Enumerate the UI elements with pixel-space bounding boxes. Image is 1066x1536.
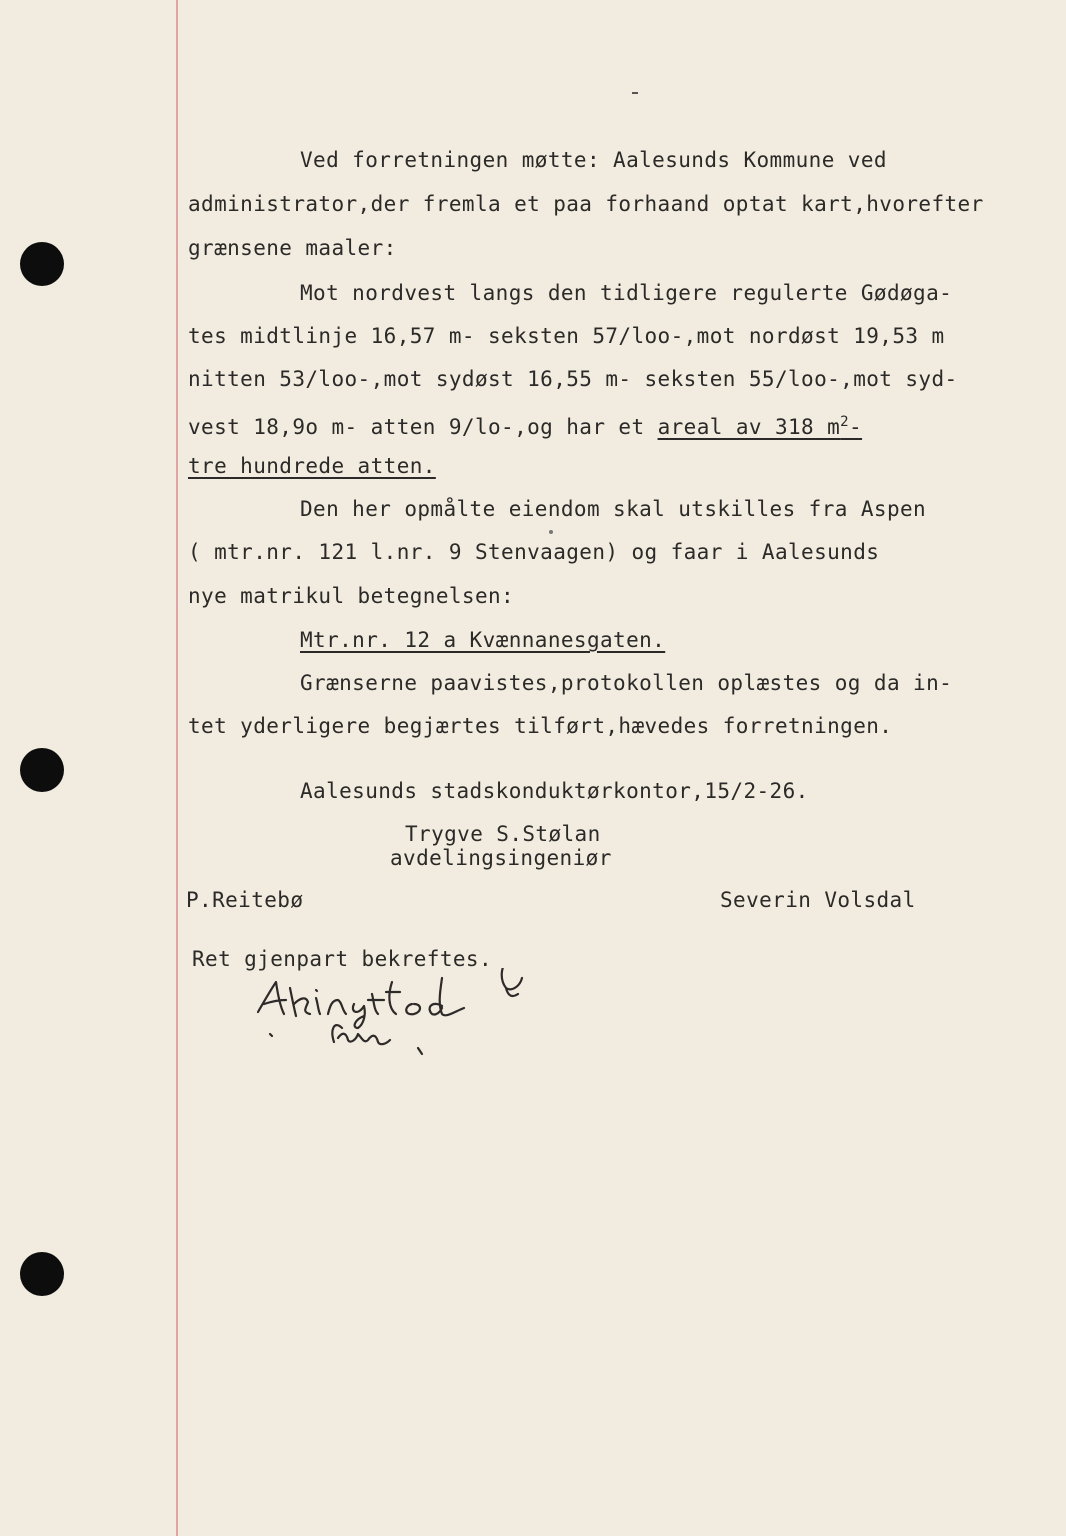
text-line: ( mtr.nr. 121 l.nr. 9 Stenvaagen) og faar i Aalesunds <box>188 540 880 564</box>
text-line: nitten 53/loo-,mot sydøst 16,55 m- seksten 55/loo-,mot syd- <box>188 367 958 391</box>
text-line: tet yderligere begjærtes tilført,hævedes forretningen. <box>188 714 893 738</box>
handwritten-signature <box>250 968 550 1058</box>
punch-hole-top <box>20 242 64 286</box>
area-dash: - <box>849 415 863 439</box>
certification-text: Ret gjenpart bekreftes. <box>192 947 492 971</box>
engineer-title: avdelingsingeniør <box>390 846 612 870</box>
text-line: nye matrikul betegnelsen: <box>188 584 515 608</box>
text-line: Den her opmålte eiendom skal utskilles fra Aspen <box>300 497 927 521</box>
punch-hole-middle <box>20 748 64 792</box>
area-words: tre hundrede atten. <box>188 454 436 478</box>
place-date: Aalesunds stadskonduktørkontor,15/2-26. <box>300 779 809 803</box>
text-line: tes midtlinje 16,57 m- seksten 57/loo-,mot nordøst 19,53 m <box>188 324 945 348</box>
text-line: Ved forretningen møtte: Aalesunds Kommune ved <box>300 148 887 172</box>
area-superscript: 2 <box>840 414 850 430</box>
matrikkel-designation: Mtr.nr. 12 a Kvænnanesgaten. <box>300 628 666 652</box>
left-signatory: P.Reitebø <box>186 888 304 912</box>
ink-speck <box>632 92 638 94</box>
text-line-area <box>188 409 862 440</box>
text-fragment: vest 18,9o m- atten 9/lo-,og har et <box>188 415 658 439</box>
text-line: grænsene maaler: <box>188 236 397 260</box>
ink-speck <box>549 530 553 534</box>
text-line: administrator,der fremla et paa forhaand optat kart,hvorefter <box>188 192 984 216</box>
punch-hole-bottom <box>20 1252 64 1296</box>
right-signatory: Severin Volsdal <box>720 888 916 912</box>
area-underlined <box>658 415 863 439</box>
engineer-name: Trygve S.Stølan <box>405 822 601 846</box>
text-line: Grænserne paavistes,protokollen oplæstes og da in- <box>300 671 953 695</box>
area-text: areal av 318 m <box>657 415 841 439</box>
margin-rule <box>176 0 178 1536</box>
text-line: Mot nordvest langs den tidligere regulerte Gødøga- <box>300 281 953 305</box>
